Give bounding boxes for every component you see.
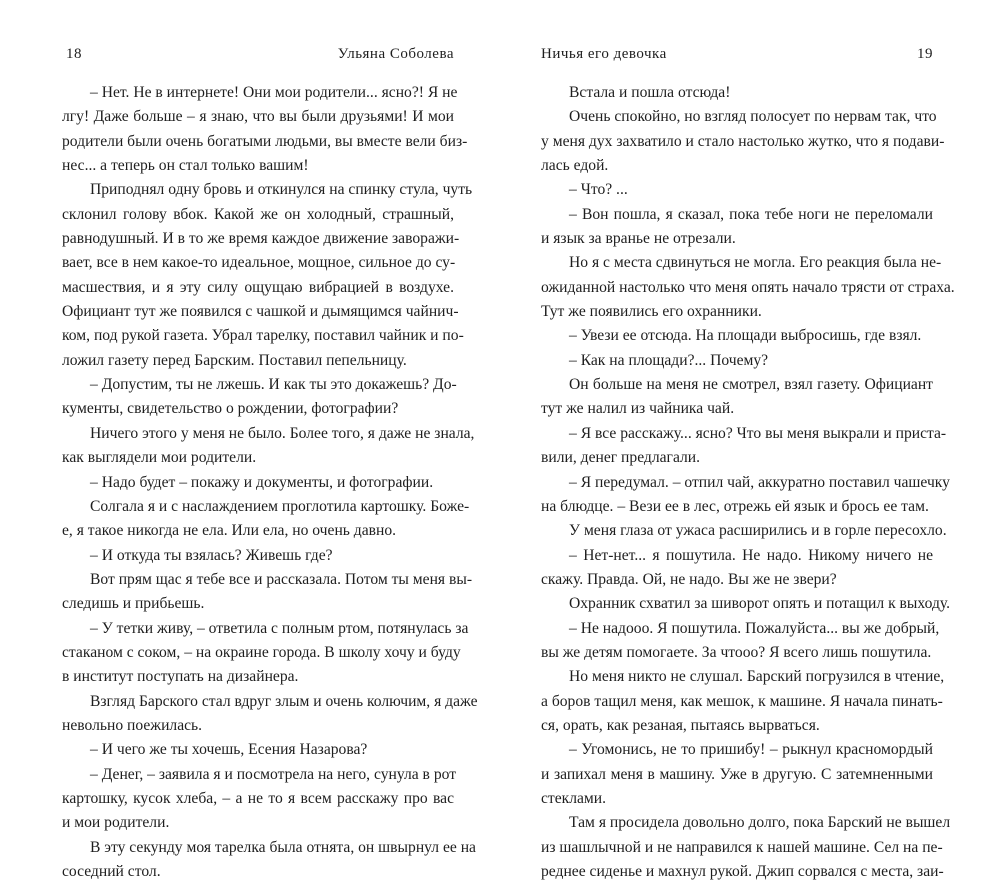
text-line: на блюдце. – Вези ее в лес, отрежь ей язык и брось ее там. (541, 497, 929, 515)
text-line: Тут же появились его охранники. (541, 303, 762, 321)
text-line: вили, денег предлагали. (541, 449, 701, 467)
text-line: – Допустим, ты не лжешь. И как ты это докажешь? До- (90, 376, 457, 394)
right-page (541, 0, 955, 880)
text-line: ложил газету перед Барским. Поставил пепельницу. (62, 351, 407, 369)
right-running-head (541, 46, 933, 68)
text-line: ком, под рукой газета. Убрал тарелку, поставил чайник и по- (62, 327, 464, 345)
text-line: – Что? ... (569, 181, 628, 199)
text-line: – И откуда ты взялась? Живешь где? (90, 546, 333, 564)
text-line: стеклами. (541, 789, 607, 807)
text-line: – Нет. Не в интернете! Они мои родители... ясно?! Я не (90, 84, 458, 101)
text-line: реднее сиденье и махнул рукой. Джип сорвался с места, заи- (541, 863, 944, 880)
text-line: – Нет-нет... я пошутила. Не надо. Никому ничего не (569, 546, 933, 564)
text-line: и запихал меня в машину. Уже в другую. С затемненными (541, 765, 933, 783)
text-line: лгу! Даже больше – я знаю, что вы были друзьями! И мои (62, 108, 454, 126)
text-line: и мои родители. (62, 814, 170, 832)
text-line: тут же налил из чайника чай. (541, 400, 735, 418)
text-line: Но меня никто не слушал. Барский погрузился в чтение, (569, 668, 945, 686)
text-line: ся, орать, как резаная, пытаясь вырваться. (541, 716, 820, 734)
text-line: Но я с места сдвинуться не могла. Его реакция была не- (569, 254, 942, 272)
text-line: – Угомонись, не то пришибу! – рыкнул красномордый (569, 741, 933, 759)
left-page-number: 18 (66, 46, 82, 62)
text-line: нес... а теперь он стал только вашим! (62, 157, 309, 175)
text-line: – И чего же ты хочешь, Есения Назарова? (90, 741, 368, 759)
text-line: – Как на площади?... Почему? (569, 351, 769, 369)
text-line: Приподнял одну бровь и откинулся на спинку стула, чуть (90, 181, 473, 199)
text-line: – Денег, – заявила я и посмотрела на него, сунула в рот (90, 765, 457, 783)
text-line: в институт поступать на дизайнера. (62, 668, 299, 686)
text-line: е, я такое никогда не ела. Или ела, но очень давно. (62, 522, 397, 540)
right-running-title: Ничья его девочка (541, 46, 667, 62)
text-line: Там я просидела довольно долго, пока Барский не вышел (569, 814, 951, 832)
text-line: и язык за вранье не отрезали. (541, 230, 736, 248)
text-line: родители были очень богатыми людьми, вы вместе вели биз- (62, 132, 468, 150)
left-running-head (62, 46, 454, 68)
text-line: Охранник схватил за шиворот опять и потащил к выходу. (569, 595, 951, 613)
text-line: – Я все расскажу... ясно? Что вы меня выкрали и приста- (569, 424, 947, 442)
text-line: соседний стол. (62, 863, 161, 880)
text-line: В эту секунду моя тарелка была отнята, он швырнул ее на (90, 838, 476, 856)
left-page (62, 0, 478, 880)
left-running-title: Ульяна Соболева (337, 46, 454, 62)
left-page-text (62, 81, 478, 884)
text-line: невольно поежилась. (62, 716, 203, 734)
text-line: – Я передумал. – отпил чай, аккуратно поставил чашечку (569, 473, 950, 491)
text-line: из шашлычной и не направился к нашей машине. Сел на пе- (541, 838, 943, 856)
text-line: Солгала я и с наслаждением проглотила картошку. Боже- (90, 497, 470, 515)
text-line: картошку, кусок хлеба, – а не то я всем расскажу про вас (62, 789, 454, 807)
text-line: следишь и прибьешь. (62, 595, 205, 613)
text-line: Встала и пошла отсюда! (569, 84, 731, 101)
text-line: – Надо будет – покажу и документы, и фотографии. (90, 473, 434, 491)
text-line: У меня глаза от ужаса расширились и в горле пересохло. (569, 522, 947, 540)
text-line: масшествия, и я эту силу ощущаю вибрацией в воздухе. (62, 278, 454, 296)
text-line: скажу. Правда. Ой, не надо. Вы же не звери? (541, 570, 837, 588)
text-line: равнодушный. И в то же время каждое движение заворажи- (62, 230, 460, 248)
text-line: у меня дух захватило и стало настолько жутко, что я подави- (541, 132, 945, 150)
right-page-text (541, 81, 955, 884)
text-line: Взгляд Барского стал вдруг злым и очень колючим, я даже (90, 692, 478, 710)
text-line: – Не надооо. Я пошутила. Пожалуйста... вы же добрый, (569, 619, 940, 637)
text-line: ожиданной настолько что меня опять начало трясти от страха. (541, 278, 955, 296)
right-page-number: 19 (917, 46, 933, 62)
text-line: лась едой. (541, 157, 609, 175)
text-line: Он больше на меня не смотрел, взял газету. Официант (569, 376, 933, 394)
text-line: а боров тащил меня, как мешок, к машине. Я начала пинать- (541, 692, 943, 710)
text-line: – Увези ее отсюда. На площади выбросишь, где взял. (569, 327, 922, 345)
text-line: как выглядели мои родители. (62, 449, 257, 467)
text-line: Ничего этого у меня не было. Более того, я даже не знала, (90, 424, 475, 442)
text-line: – У тетки живу, – ответила с полным ртом, потянулась за (90, 619, 469, 637)
text-line: вы же детям помогаете. За чтооо? Я всего лишь пошутила. (541, 643, 932, 661)
text-line: Очень спокойно, но взгляд полосует по нервам так, что (569, 108, 937, 126)
text-line: – Вон пошла, я сказал, пока тебе ноги не переломали (569, 205, 933, 223)
text-line: стаканом с соком, – на окраине города. В школу хочу и буду (62, 643, 461, 661)
text-line: Вот прям щас я тебе все и рассказала. Потом ты меня вы- (90, 570, 473, 588)
text-line: кументы, свидетельство о рождении, фотографии? (62, 400, 399, 418)
text-line: вает, все в нем какое-то идеальное, мощное, сильное до су- (62, 254, 456, 272)
text-line: Официант тут же появился с чашкой и дымящимся чайнич- (62, 303, 459, 321)
text-line: склонил голову вбок. Какой же он холодный, страшный, (62, 205, 454, 223)
